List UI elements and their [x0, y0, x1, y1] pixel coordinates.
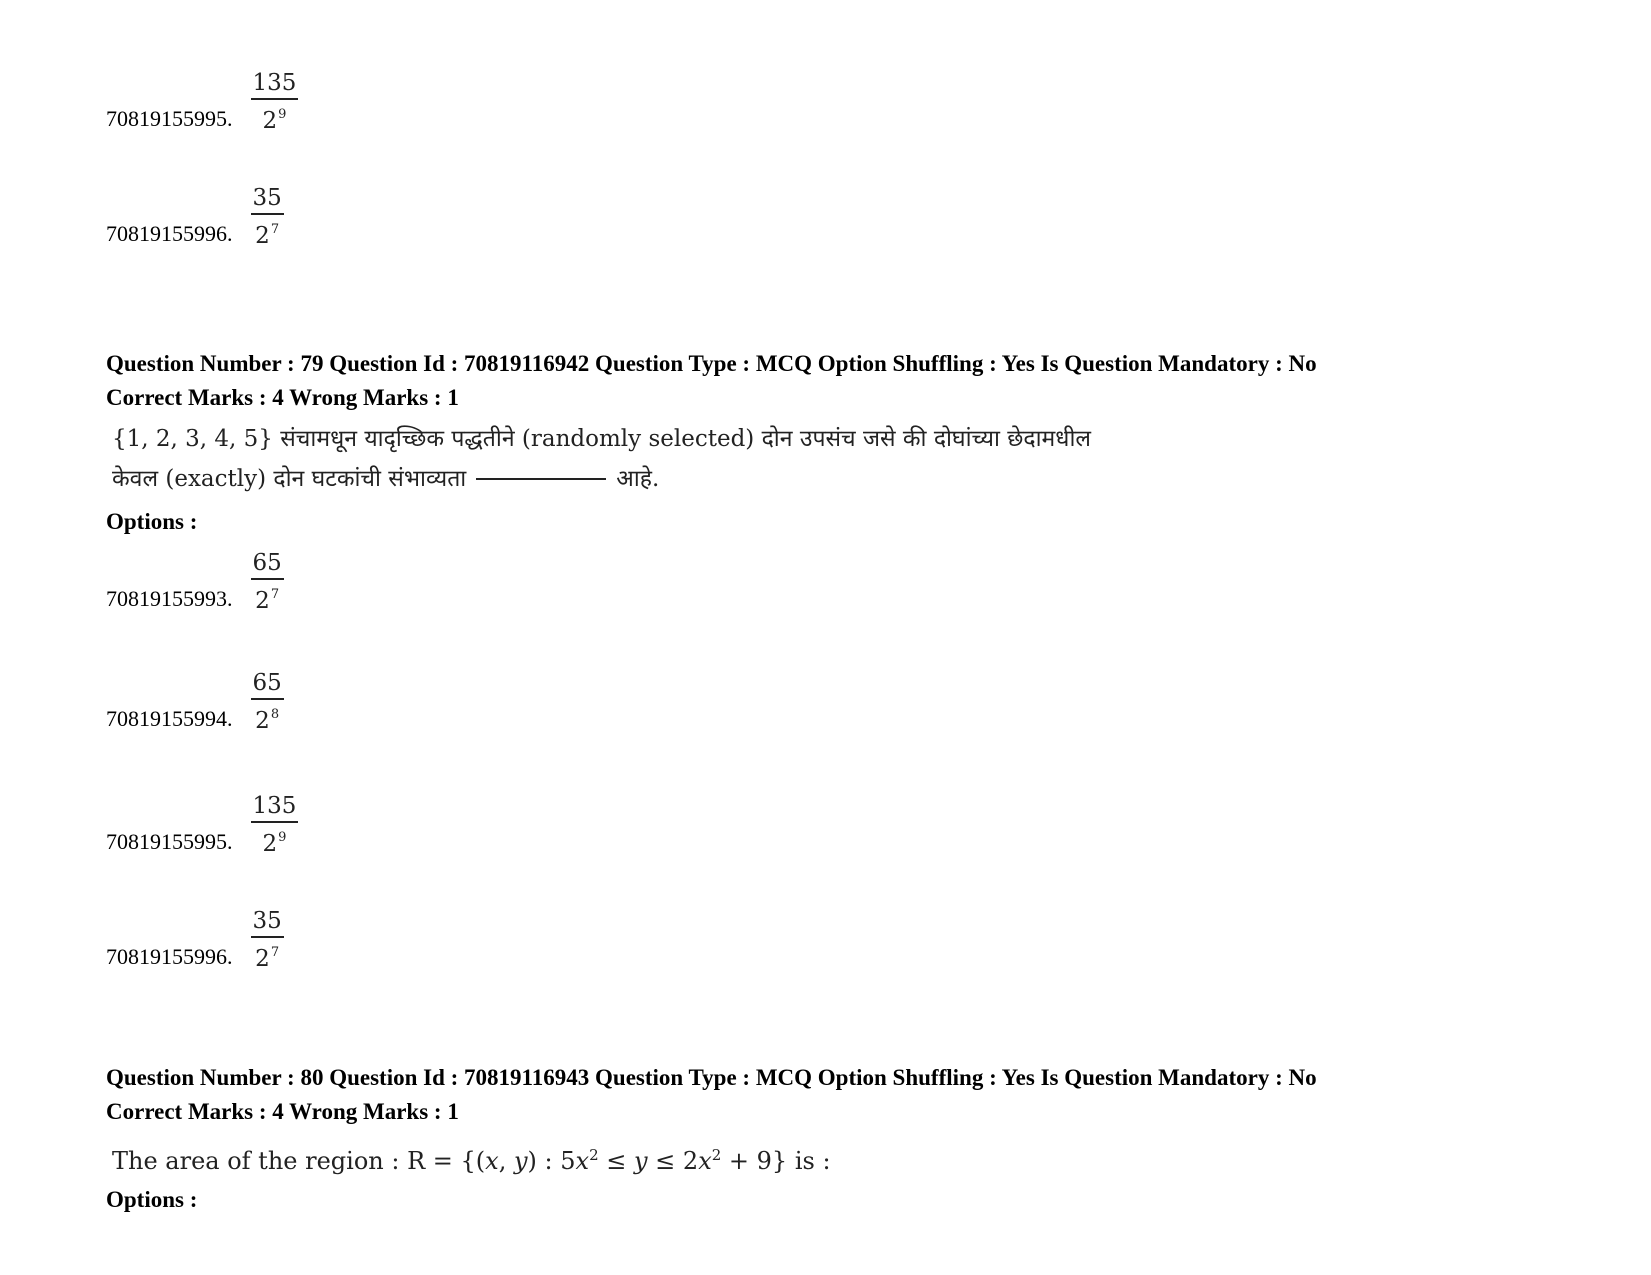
option-fraction [251, 185, 284, 249]
option-id: 70819155996. [106, 221, 233, 246]
fraction-numerator: 65 [252, 670, 282, 696]
option-id: 70819155996. [106, 944, 233, 969]
fraction-numerator: 35 [252, 908, 282, 934]
option-row [106, 548, 284, 612]
fraction-denominator: $2^9$ [262, 107, 287, 134]
fraction-numerator: 135 [252, 70, 297, 96]
question-80-text: The area of the region : R = {(x, y) : $5x^2 \le y \le 2x^2 + 9$} is : [112, 1146, 831, 1175]
option-id: 70819155995. [106, 829, 233, 854]
answer-blank [476, 478, 606, 480]
fraction-numerator: 65 [252, 550, 282, 576]
question-79-marks: Correct Marks : 4 Wrong Marks : 1 [106, 385, 459, 410]
fraction-denominator: $2^7$ [255, 222, 280, 249]
question-80-marks: Correct Marks : 4 Wrong Marks : 1 [106, 1099, 459, 1124]
option-id: 70819155993. [106, 586, 233, 611]
option-row [106, 668, 284, 732]
option-fraction [251, 670, 284, 734]
option-fraction [251, 908, 284, 972]
question-79-text-line1: {1, 2, 3, 4, 5} संचामधून यादृच्छिक पद्धतीने (randomly selected) दोन उपसंच जसे की दोघांच्या छेदामधील [112, 426, 1092, 452]
fraction-numerator: 135 [252, 793, 297, 819]
option-fraction [251, 70, 299, 134]
option-row [106, 68, 298, 132]
fraction-denominator: $2^7$ [255, 587, 280, 614]
option-row [106, 791, 298, 855]
option-fraction [251, 550, 284, 614]
fraction-denominator: $2^7$ [255, 945, 280, 972]
option-fraction [251, 793, 299, 857]
question-79-text-line2: केवल (exactly) दोन घटकांची संभाव्यता आहे. [112, 466, 660, 492]
option-id: 70819155994. [106, 706, 233, 731]
question-79-header: Question Number : 79 Question Id : 70819116942 Question Type : MCQ Option Shuffling : Yes Is Question Mandatory : No [106, 351, 1317, 376]
fraction-denominator: $2^9$ [262, 830, 287, 857]
fraction-denominator: $2^8$ [255, 707, 280, 734]
option-row [106, 906, 284, 970]
option-row [106, 183, 284, 247]
question-79-options-label: Options : [106, 509, 198, 534]
question-80-options-label: Options : [106, 1187, 198, 1212]
option-id: 70819155995. [106, 106, 233, 131]
question-80-header: Question Number : 80 Question Id : 70819116943 Question Type : MCQ Option Shuffling : Yes Is Question Mandatory : No [106, 1065, 1317, 1090]
fraction-numerator: 35 [252, 185, 282, 211]
